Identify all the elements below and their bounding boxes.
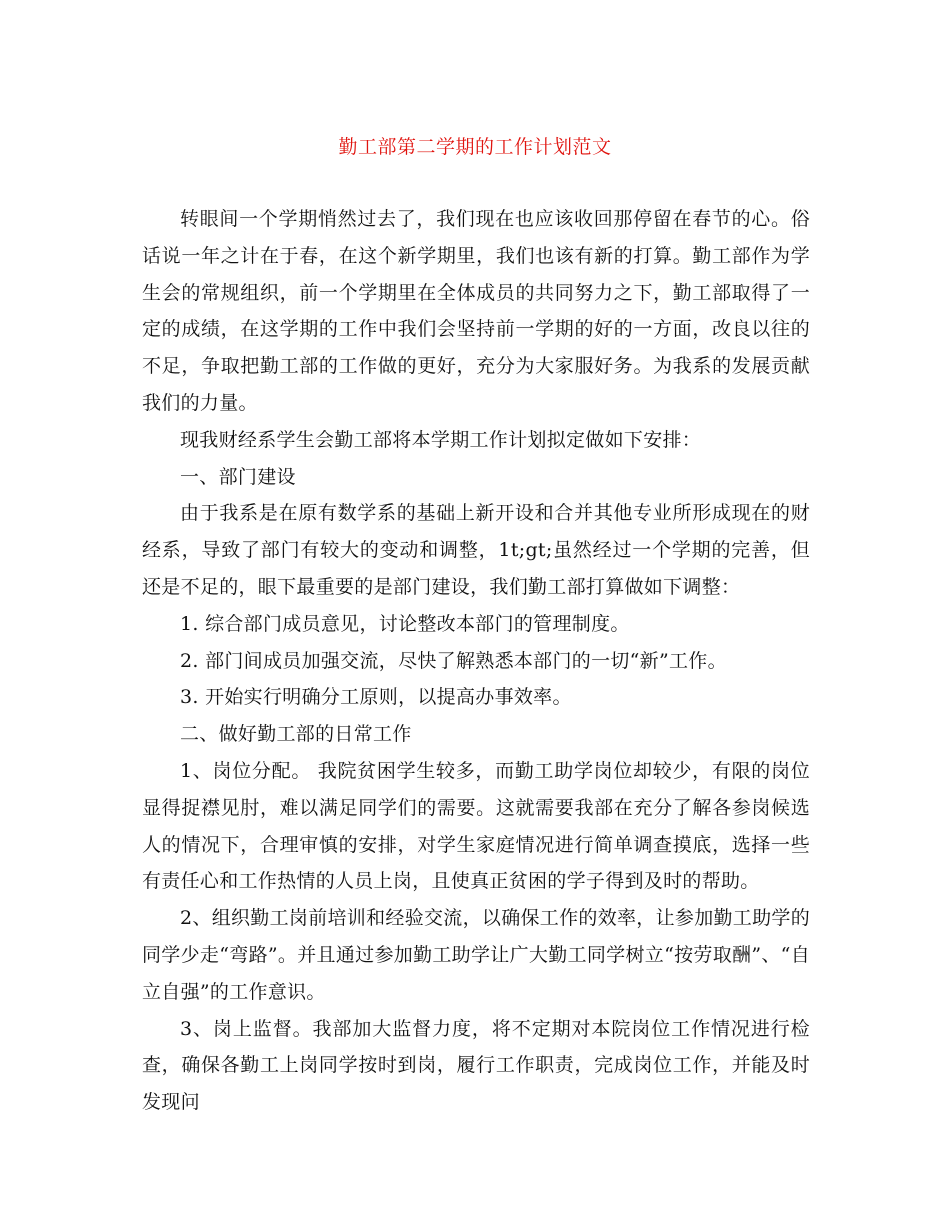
paragraph-supervision: 3、岗上监督。我部加大监督力度，将不定期对本院岗位工作情况进行检查，确保各勤工上岗同学按时到岗，履行工作职责，完成岗位工作，并能及时发现问 — [142, 1017, 810, 1114]
section-heading-daily-work: 二、做好勤工部的日常工作 — [180, 723, 412, 746]
document-body — [142, 201, 810, 1121]
paragraph-department-building: 由于我系是在原有数学系的基础上新开设和合并其他专业所形成现在的财经系，导致了部门有较大的变动和调整，1t;gt;虽然经过一个学期的完善，但还是不足的，眼下最重要的是部门建设，我们勤工部打算做如下调整： — [142, 502, 810, 598]
list-item: 3. 开始实行明确分工原则，以提高办事效率。 — [180, 686, 572, 709]
paragraph-training: 2、组织勤工岗前培训和经验交流，以确保工作的效率，让参加勤工助学的同学少走“弯路”。并且通过参加勤工助学让广大勤工同学树立“按劳取酬”、“自立自强”的工作意识。 — [142, 907, 810, 1003]
paragraph-arrangement: 现我财经系学生会勤工部将本学期工作计划拟定做如下安排： — [180, 428, 702, 451]
list-item: 2. 部门间成员加强交流，尽快了解熟悉本部门的一切“新”工作。 — [180, 649, 727, 672]
paragraph-intro: 转眼间一个学期悄然过去了，我们现在也应该收回那停留在春节的心。俗话说一年之计在于春，在这个新学期里，我们也该有新的打算。勤工部作为学生会的常规组织，前一个学期里在全体成员的共同努力之下，勤工部取得了一定的成绩，在这学期的工作中我们会坚持前一学期的好的一方面，改良以往的不足，争取把勤工部的工作做的更好，充分为大家服好务。为我系的发展贡献我们的力量。 — [142, 208, 810, 414]
list-item: 1. 综合部门成员意见，讨论整改本部门的管理制度。 — [180, 612, 630, 635]
paragraph-post-allocation: 1、岗位分配。 我院贫困学生较多，而勤工助学岗位却较少，有限的岗位显得捉襟见肘，难以满足同学们的需要。这就需要我部在充分了解各参岗候选人的情况下，合理审慎的安排，对学生家庭情况进行简单调查摸底，选择一些有责任心和工作热情的人员上岗，且使真正贫困的学子得到及时的帮助。 — [142, 759, 810, 893]
section-heading-department-building: 一、部门建设 — [180, 465, 296, 488]
document-title: 勤工部第二学期的工作计划范文 — [338, 136, 612, 158]
